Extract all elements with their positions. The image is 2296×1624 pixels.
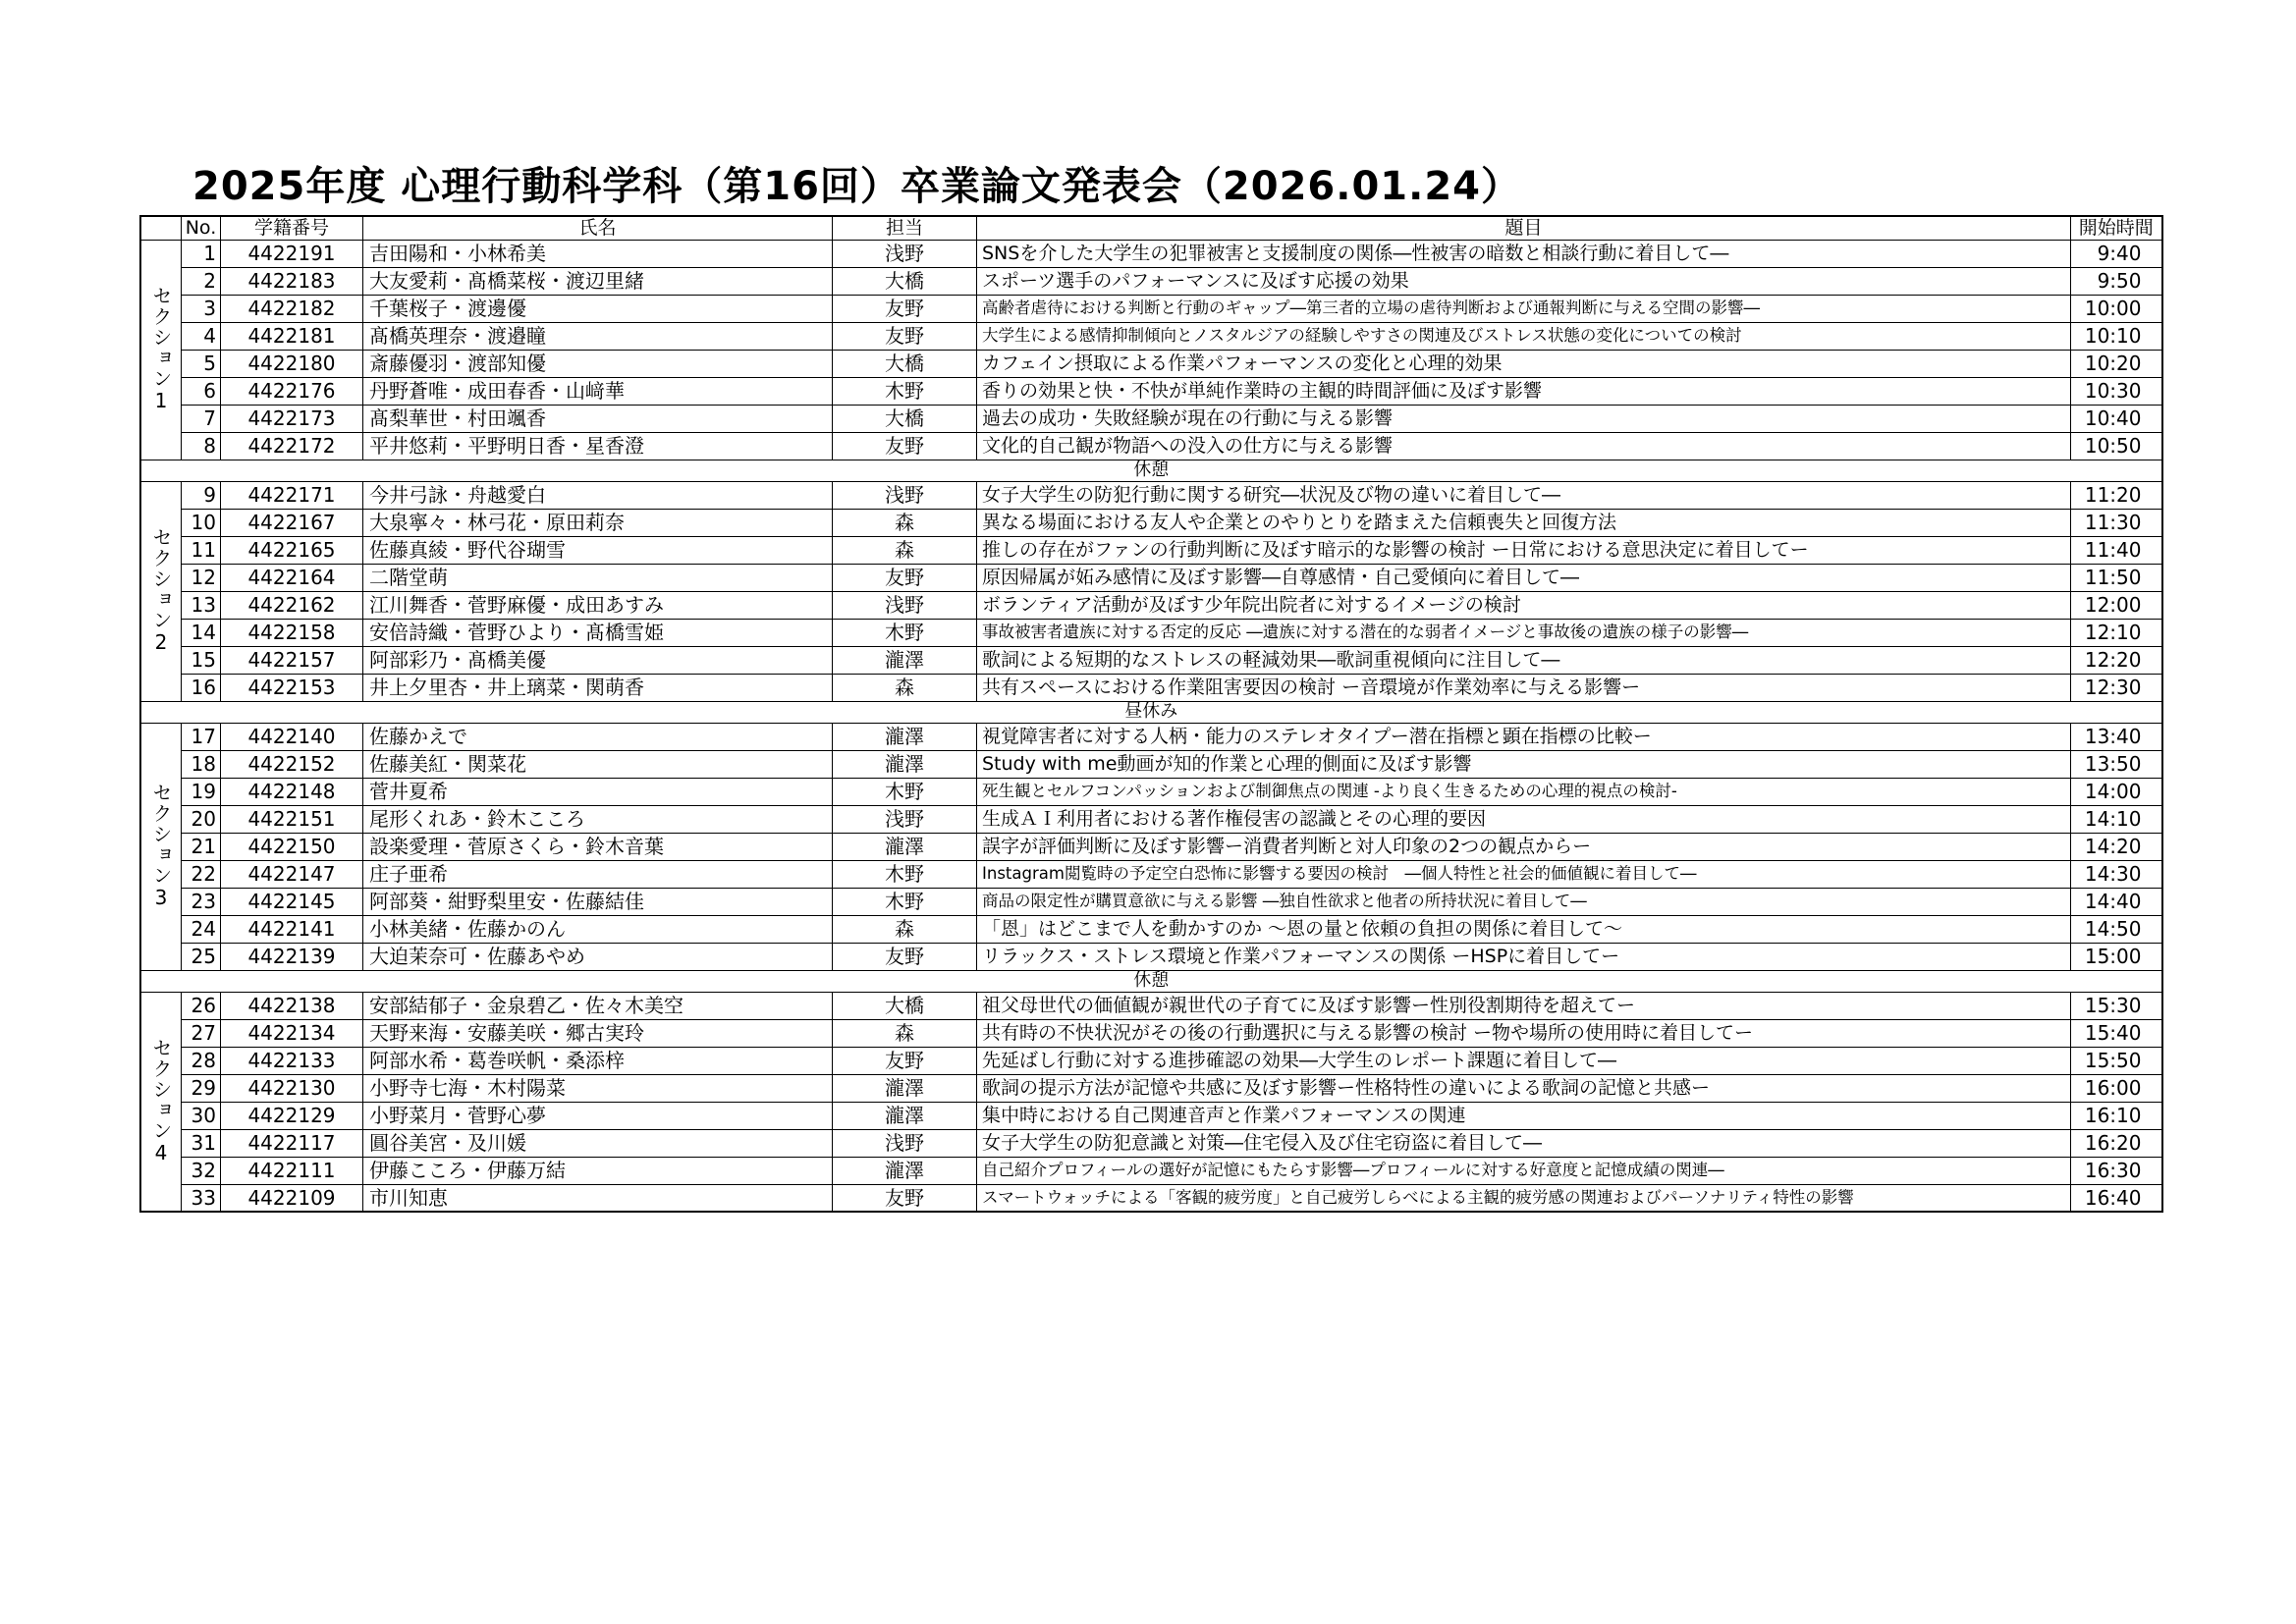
thesis-title: 女子大学生の防犯行動に関する研究―状況及び物の違いに着目して― bbox=[977, 481, 2071, 509]
header-advisor: 担当 bbox=[833, 216, 977, 240]
advisor-name: 友野 bbox=[833, 432, 977, 460]
student-ids: 4422172 bbox=[221, 432, 363, 460]
student-names: 吉田陽和・小林希美 bbox=[363, 240, 833, 267]
start-time: 11:40 bbox=[2071, 536, 2162, 564]
student-ids: 4422173 bbox=[221, 405, 363, 432]
table-row bbox=[140, 1102, 2162, 1129]
start-time: 14:30 bbox=[2071, 860, 2162, 888]
student-names: 今井弓詠・舟越愛白 bbox=[363, 481, 833, 509]
row-number: 12 bbox=[182, 564, 221, 591]
student-names: 市川知恵 bbox=[363, 1184, 833, 1212]
student-names: 尾形くれあ・鈴木こころ bbox=[363, 805, 833, 833]
table-row bbox=[140, 1129, 2162, 1157]
row-number: 22 bbox=[182, 860, 221, 888]
thesis-title: カフェイン摂取による作業パフォーマンスの変化と心理的効果 bbox=[977, 350, 2071, 377]
thesis-title: 女子大学生の防犯意識と対策―住宅侵入及び住宅窃盗に着目して― bbox=[977, 1129, 2071, 1157]
advisor-name: 浅野 bbox=[833, 805, 977, 833]
student-ids: 4422182 bbox=[221, 295, 363, 322]
student-names: 小野菜月・菅野心夢 bbox=[363, 1102, 833, 1129]
table-row bbox=[140, 619, 2162, 646]
advisor-name: 森 bbox=[833, 915, 977, 943]
advisor-name: 瀧澤 bbox=[833, 1102, 977, 1129]
row-number: 27 bbox=[182, 1019, 221, 1047]
table-row bbox=[140, 564, 2162, 591]
advisor-name: 森 bbox=[833, 674, 977, 701]
row-number: 15 bbox=[182, 646, 221, 674]
header-student-ids: 学籍番号 bbox=[221, 216, 363, 240]
break-row bbox=[140, 701, 2162, 723]
table-row bbox=[140, 509, 2162, 536]
start-time: 11:50 bbox=[2071, 564, 2162, 591]
row-number: 18 bbox=[182, 750, 221, 778]
student-names: 設楽愛理・菅原さくら・鈴木音葉 bbox=[363, 833, 833, 860]
student-ids: 4422183 bbox=[221, 267, 363, 295]
advisor-name: 友野 bbox=[833, 322, 977, 350]
row-number: 13 bbox=[182, 591, 221, 619]
table-row bbox=[140, 322, 2162, 350]
table-row bbox=[140, 674, 2162, 701]
header-names: 氏名 bbox=[363, 216, 833, 240]
table-row bbox=[140, 888, 2162, 915]
table-row bbox=[140, 377, 2162, 405]
student-names: 庄子亜希 bbox=[363, 860, 833, 888]
student-names: 阿部水希・葛巻咲帆・桑添梓 bbox=[363, 1047, 833, 1074]
start-time: 10:10 bbox=[2071, 322, 2162, 350]
row-number: 19 bbox=[182, 778, 221, 805]
student-ids: 4422148 bbox=[221, 778, 363, 805]
start-time: 15:30 bbox=[2071, 992, 2162, 1019]
thesis-title: SNSを介した大学生の犯罪被害と支援制度の関係―性被害の暗数と相談行動に着目して― bbox=[977, 240, 2071, 267]
row-number: 26 bbox=[182, 992, 221, 1019]
advisor-name: 森 bbox=[833, 1019, 977, 1047]
header-topic: 題目 bbox=[977, 216, 2071, 240]
break-label: 昼休み bbox=[140, 701, 2162, 723]
start-time: 11:30 bbox=[2071, 509, 2162, 536]
thesis-title: 推しの存在がファンの行動判断に及ぼす暗示的な影響の検討 ー日常における意思決定に着目してー bbox=[977, 536, 2071, 564]
student-names: 阿部彩乃・髙橋美優 bbox=[363, 646, 833, 674]
thesis-title: リラックス・ストレス環境と作業パフォーマンスの関係 ーHSPに着目してー bbox=[977, 943, 2071, 970]
table-row bbox=[140, 778, 2162, 805]
row-number: 14 bbox=[182, 619, 221, 646]
advisor-name: 木野 bbox=[833, 860, 977, 888]
advisor-name: 友野 bbox=[833, 943, 977, 970]
start-time: 11:20 bbox=[2071, 481, 2162, 509]
table-row bbox=[140, 750, 2162, 778]
advisor-name: 木野 bbox=[833, 619, 977, 646]
thesis-title: 歌詞の提示方法が記憶や共感に及ぼす影響ー性格特性の違いによる歌詞の記憶と共感ー bbox=[977, 1074, 2071, 1102]
student-ids: 4422152 bbox=[221, 750, 363, 778]
advisor-name: 瀧澤 bbox=[833, 1157, 977, 1184]
start-time: 15:00 bbox=[2071, 943, 2162, 970]
table-row bbox=[140, 860, 2162, 888]
student-names: 阿部葵・紺野梨里安・佐藤結佳 bbox=[363, 888, 833, 915]
table-row bbox=[140, 646, 2162, 674]
row-number: 10 bbox=[182, 509, 221, 536]
table-header-row bbox=[140, 216, 2162, 240]
student-ids: 4422164 bbox=[221, 564, 363, 591]
student-names: 菅井夏希 bbox=[363, 778, 833, 805]
break-label: 休憩 bbox=[140, 460, 2162, 481]
start-time: 13:40 bbox=[2071, 723, 2162, 750]
start-time: 14:50 bbox=[2071, 915, 2162, 943]
table-row bbox=[140, 536, 2162, 564]
row-number: 5 bbox=[182, 350, 221, 377]
advisor-name: 瀧澤 bbox=[833, 1074, 977, 1102]
student-names: 安倍詩織・菅野ひより・髙橋雪姫 bbox=[363, 619, 833, 646]
advisor-name: 大橋 bbox=[833, 350, 977, 377]
student-names: 安部結郁子・金泉碧乙・佐々木美空 bbox=[363, 992, 833, 1019]
thesis-title: 「恩」はどこまで人を動かすのか ～恩の量と依頼の負担の関係に着目して～ bbox=[977, 915, 2071, 943]
row-number: 16 bbox=[182, 674, 221, 701]
student-ids: 4422180 bbox=[221, 350, 363, 377]
table-row bbox=[140, 591, 2162, 619]
start-time: 12:30 bbox=[2071, 674, 2162, 701]
start-time: 14:10 bbox=[2071, 805, 2162, 833]
advisor-name: 浅野 bbox=[833, 1129, 977, 1157]
row-number: 30 bbox=[182, 1102, 221, 1129]
student-ids: 4422167 bbox=[221, 509, 363, 536]
student-names: 佐藤美紅・関菜花 bbox=[363, 750, 833, 778]
student-ids: 4422162 bbox=[221, 591, 363, 619]
start-time: 12:00 bbox=[2071, 591, 2162, 619]
student-ids: 4422165 bbox=[221, 536, 363, 564]
student-ids: 4422111 bbox=[221, 1157, 363, 1184]
row-number: 29 bbox=[182, 1074, 221, 1102]
section-label: セクション2 bbox=[140, 481, 182, 701]
student-names: 小林美緒・佐藤かのん bbox=[363, 915, 833, 943]
thesis-title: 生成ＡＩ利用者における著作権侵害の認識とその心理的要因 bbox=[977, 805, 2071, 833]
student-names: 伊藤こころ・伊藤万結 bbox=[363, 1157, 833, 1184]
thesis-title: ボランティア活動が及ぼす少年院出院者に対するイメージの検討 bbox=[977, 591, 2071, 619]
table-row bbox=[140, 1157, 2162, 1184]
advisor-name: 大橋 bbox=[833, 405, 977, 432]
start-time: 15:40 bbox=[2071, 1019, 2162, 1047]
row-number: 2 bbox=[182, 267, 221, 295]
table-row bbox=[140, 992, 2162, 1019]
advisor-name: 大橋 bbox=[833, 992, 977, 1019]
thesis-title: 誤字が評価判断に及ぼす影響ー消費者判断と対人印象の2つの観点からー bbox=[977, 833, 2071, 860]
student-ids: 4422151 bbox=[221, 805, 363, 833]
student-names: 小野寺七海・木村陽菜 bbox=[363, 1074, 833, 1102]
advisor-name: 浅野 bbox=[833, 240, 977, 267]
row-number: 4 bbox=[182, 322, 221, 350]
table-row bbox=[140, 405, 2162, 432]
row-number: 1 bbox=[182, 240, 221, 267]
row-number: 21 bbox=[182, 833, 221, 860]
student-ids: 4422153 bbox=[221, 674, 363, 701]
advisor-name: 瀧澤 bbox=[833, 750, 977, 778]
student-ids: 4422139 bbox=[221, 943, 363, 970]
student-names: 井上夕里杏・井上璃菜・関萌香 bbox=[363, 674, 833, 701]
break-label: 休憩 bbox=[140, 970, 2162, 992]
student-names: 平井悠莉・平野明日香・星香澄 bbox=[363, 432, 833, 460]
student-ids: 4422138 bbox=[221, 992, 363, 1019]
student-ids: 4422109 bbox=[221, 1184, 363, 1212]
row-number: 23 bbox=[182, 888, 221, 915]
start-time: 10:00 bbox=[2071, 295, 2162, 322]
thesis-title: 商品の限定性が購買意欲に与える影響 ―独自性欲求と他者の所持状況に着目して― bbox=[977, 888, 2071, 915]
row-number: 9 bbox=[182, 481, 221, 509]
advisor-name: 瀧澤 bbox=[833, 833, 977, 860]
start-time: 9:40 bbox=[2071, 240, 2162, 267]
student-ids: 4422147 bbox=[221, 860, 363, 888]
student-ids: 4422141 bbox=[221, 915, 363, 943]
advisor-name: 浅野 bbox=[833, 481, 977, 509]
student-ids: 4422117 bbox=[221, 1129, 363, 1157]
thesis-title: 死生観とセルフコンパッションおよび制御焦点の関連 -より良く生きるための心理的視点の検討- bbox=[977, 778, 2071, 805]
advisor-name: 友野 bbox=[833, 1184, 977, 1212]
table-row bbox=[140, 350, 2162, 377]
start-time: 16:00 bbox=[2071, 1074, 2162, 1102]
student-ids: 4422140 bbox=[221, 723, 363, 750]
advisor-name: 友野 bbox=[833, 564, 977, 591]
table-row bbox=[140, 295, 2162, 322]
advisor-name: 瀧澤 bbox=[833, 723, 977, 750]
student-ids: 4422191 bbox=[221, 240, 363, 267]
advisor-name: 浅野 bbox=[833, 591, 977, 619]
break-row bbox=[140, 970, 2162, 992]
page-title: 2025年度 心理行動科学科（第16回）卒業論文発表会（2026.01.24） bbox=[192, 164, 1521, 209]
start-time: 16:30 bbox=[2071, 1157, 2162, 1184]
section-label: セクション3 bbox=[140, 723, 182, 970]
student-names: 髙橋英理奈・渡邉瞳 bbox=[363, 322, 833, 350]
student-ids: 4422181 bbox=[221, 322, 363, 350]
student-names: 江川舞香・菅野麻優・成田あすみ bbox=[363, 591, 833, 619]
row-number: 17 bbox=[182, 723, 221, 750]
thesis-title: Study with me動画が知的作業と心理的側面に及ぼす影響 bbox=[977, 750, 2071, 778]
advisor-name: 森 bbox=[833, 536, 977, 564]
advisor-name: 木野 bbox=[833, 778, 977, 805]
student-names: 佐藤真綾・野代谷瑚雪 bbox=[363, 536, 833, 564]
start-time: 14:00 bbox=[2071, 778, 2162, 805]
thesis-title: 自己紹介プロフィールの選好が記憶にもたらす影響―プロフィールに対する好意度と記憶成績の関連― bbox=[977, 1157, 2071, 1184]
student-ids: 4422134 bbox=[221, 1019, 363, 1047]
header-section bbox=[140, 216, 182, 240]
student-names: 天野来海・安藤美咲・郷古実玲 bbox=[363, 1019, 833, 1047]
advisor-name: 瀧澤 bbox=[833, 646, 977, 674]
start-time: 16:40 bbox=[2071, 1184, 2162, 1212]
row-number: 32 bbox=[182, 1157, 221, 1184]
student-names: 大泉寧々・林弓花・原田莉奈 bbox=[363, 509, 833, 536]
start-time: 12:20 bbox=[2071, 646, 2162, 674]
thesis-title: 原因帰属が妬み感情に及ぼす影響―自尊感情・自己愛傾向に着目して― bbox=[977, 564, 2071, 591]
schedule-table bbox=[139, 215, 2163, 1213]
row-number: 11 bbox=[182, 536, 221, 564]
student-names: 大迫茉奈可・佐藤あやめ bbox=[363, 943, 833, 970]
student-names: 佐藤かえで bbox=[363, 723, 833, 750]
table-row bbox=[140, 1019, 2162, 1047]
thesis-title: 先延ばし行動に対する進捗確認の効果―大学生のレポート課題に着目して― bbox=[977, 1047, 2071, 1074]
thesis-title: 過去の成功・失敗経験が現在の行動に与える影響 bbox=[977, 405, 2071, 432]
advisor-name: 友野 bbox=[833, 295, 977, 322]
thesis-title: 視覚障害者に対する人柄・能力のステレオタイプー潜在指標と顕在指標の比較ー bbox=[977, 723, 2071, 750]
thesis-title: 共有時の不快状況がその後の行動選択に与える影響の検討 ー物や場所の使用時に着目してー bbox=[977, 1019, 2071, 1047]
thesis-title: 異なる場面における友人や企業とのやりとりを踏まえた信頼喪失と回復方法 bbox=[977, 509, 2071, 536]
table-row bbox=[140, 943, 2162, 970]
row-number: 25 bbox=[182, 943, 221, 970]
start-time: 16:20 bbox=[2071, 1129, 2162, 1157]
thesis-title: スマートウォッチによる「客観的疲労度」と自己疲労しらべによる主観的疲労感の関連およびパーソナリティ特性の影響 bbox=[977, 1184, 2071, 1212]
student-ids: 4422129 bbox=[221, 1102, 363, 1129]
student-names: 圓谷美宮・及川媛 bbox=[363, 1129, 833, 1157]
start-time: 16:10 bbox=[2071, 1102, 2162, 1129]
thesis-title: スポーツ選手のパフォーマンスに及ぼす応援の効果 bbox=[977, 267, 2071, 295]
section-label: セクション1 bbox=[140, 240, 182, 460]
table-row bbox=[140, 723, 2162, 750]
start-time: 13:50 bbox=[2071, 750, 2162, 778]
student-names: 千葉桜子・渡邊優 bbox=[363, 295, 833, 322]
table-row bbox=[140, 1047, 2162, 1074]
thesis-title: 祖父母世代の価値観が親世代の子育てに及ぼす影響ー性別役割期待を超えてー bbox=[977, 992, 2071, 1019]
table-row bbox=[140, 240, 2162, 267]
start-time: 10:20 bbox=[2071, 350, 2162, 377]
student-ids: 4422176 bbox=[221, 377, 363, 405]
student-ids: 4422157 bbox=[221, 646, 363, 674]
advisor-name: 大橋 bbox=[833, 267, 977, 295]
start-time: 15:50 bbox=[2071, 1047, 2162, 1074]
start-time: 9:50 bbox=[2071, 267, 2162, 295]
row-number: 3 bbox=[182, 295, 221, 322]
student-ids: 4422133 bbox=[221, 1047, 363, 1074]
table-row bbox=[140, 915, 2162, 943]
student-names: 大友愛莉・髙橋菜桜・渡辺里緒 bbox=[363, 267, 833, 295]
thesis-title: 共有スペースにおける作業阻害要因の検討 ー音環境が作業効率に与える影響ー bbox=[977, 674, 2071, 701]
table-row bbox=[140, 1074, 2162, 1102]
advisor-name: 森 bbox=[833, 509, 977, 536]
row-number: 31 bbox=[182, 1129, 221, 1157]
row-number: 33 bbox=[182, 1184, 221, 1212]
thesis-title: 大学生による感情抑制傾向とノスタルジアの経験しやすさの関連及びストレス状態の変化についての検討 bbox=[977, 322, 2071, 350]
student-ids: 4422130 bbox=[221, 1074, 363, 1102]
table-row bbox=[140, 805, 2162, 833]
start-time: 10:50 bbox=[2071, 432, 2162, 460]
header-start-time: 開始時間 bbox=[2071, 216, 2162, 240]
row-number: 7 bbox=[182, 405, 221, 432]
student-ids: 4422145 bbox=[221, 888, 363, 915]
table-row bbox=[140, 267, 2162, 295]
start-time: 10:30 bbox=[2071, 377, 2162, 405]
header-no: No. bbox=[182, 216, 221, 240]
table-row bbox=[140, 833, 2162, 860]
student-ids: 4422158 bbox=[221, 619, 363, 646]
start-time: 14:40 bbox=[2071, 888, 2162, 915]
row-number: 20 bbox=[182, 805, 221, 833]
advisor-name: 木野 bbox=[833, 888, 977, 915]
start-time: 10:40 bbox=[2071, 405, 2162, 432]
table-row bbox=[140, 481, 2162, 509]
student-names: 斎藤優羽・渡部知優 bbox=[363, 350, 833, 377]
thesis-title: 高齢者虐待における判断と行動のギャップ―第三者的立場の虐待判断および通報判断に与える空間の影響― bbox=[977, 295, 2071, 322]
thesis-title: 事故被害者遺族に対する否定的反応 ―遺族に対する潜在的な弱者イメージと事故後の遺族の様子の影響― bbox=[977, 619, 2071, 646]
row-number: 6 bbox=[182, 377, 221, 405]
advisor-name: 木野 bbox=[833, 377, 977, 405]
start-time: 14:20 bbox=[2071, 833, 2162, 860]
advisor-name: 友野 bbox=[833, 1047, 977, 1074]
schedule-body bbox=[140, 240, 2162, 1212]
row-number: 24 bbox=[182, 915, 221, 943]
student-names: 二階堂萌 bbox=[363, 564, 833, 591]
student-ids: 4422171 bbox=[221, 481, 363, 509]
student-names: 丹野蒼唯・成田春香・山﨑華 bbox=[363, 377, 833, 405]
section-label: セクション4 bbox=[140, 992, 182, 1212]
row-number: 8 bbox=[182, 432, 221, 460]
thesis-title: Instagram閲覧時の予定空白恐怖に影響する要因の検討 ―個人特性と社会的価値観に着目して― bbox=[977, 860, 2071, 888]
student-names: 髙梨華世・村田颯香 bbox=[363, 405, 833, 432]
table-row bbox=[140, 432, 2162, 460]
thesis-title: 歌詞による短期的なストレスの軽減効果―歌詞重視傾向に注目して― bbox=[977, 646, 2071, 674]
thesis-title: 香りの効果と快・不快が単純作業時の主観的時間評価に及ぼす影響 bbox=[977, 377, 2071, 405]
student-ids: 4422150 bbox=[221, 833, 363, 860]
thesis-title: 文化的自己観が物語への没入の仕方に与える影響 bbox=[977, 432, 2071, 460]
table-row bbox=[140, 1184, 2162, 1212]
thesis-title: 集中時における自己関連音声と作業パフォーマンスの関連 bbox=[977, 1102, 2071, 1129]
break-row bbox=[140, 460, 2162, 481]
row-number: 28 bbox=[182, 1047, 221, 1074]
start-time: 12:10 bbox=[2071, 619, 2162, 646]
